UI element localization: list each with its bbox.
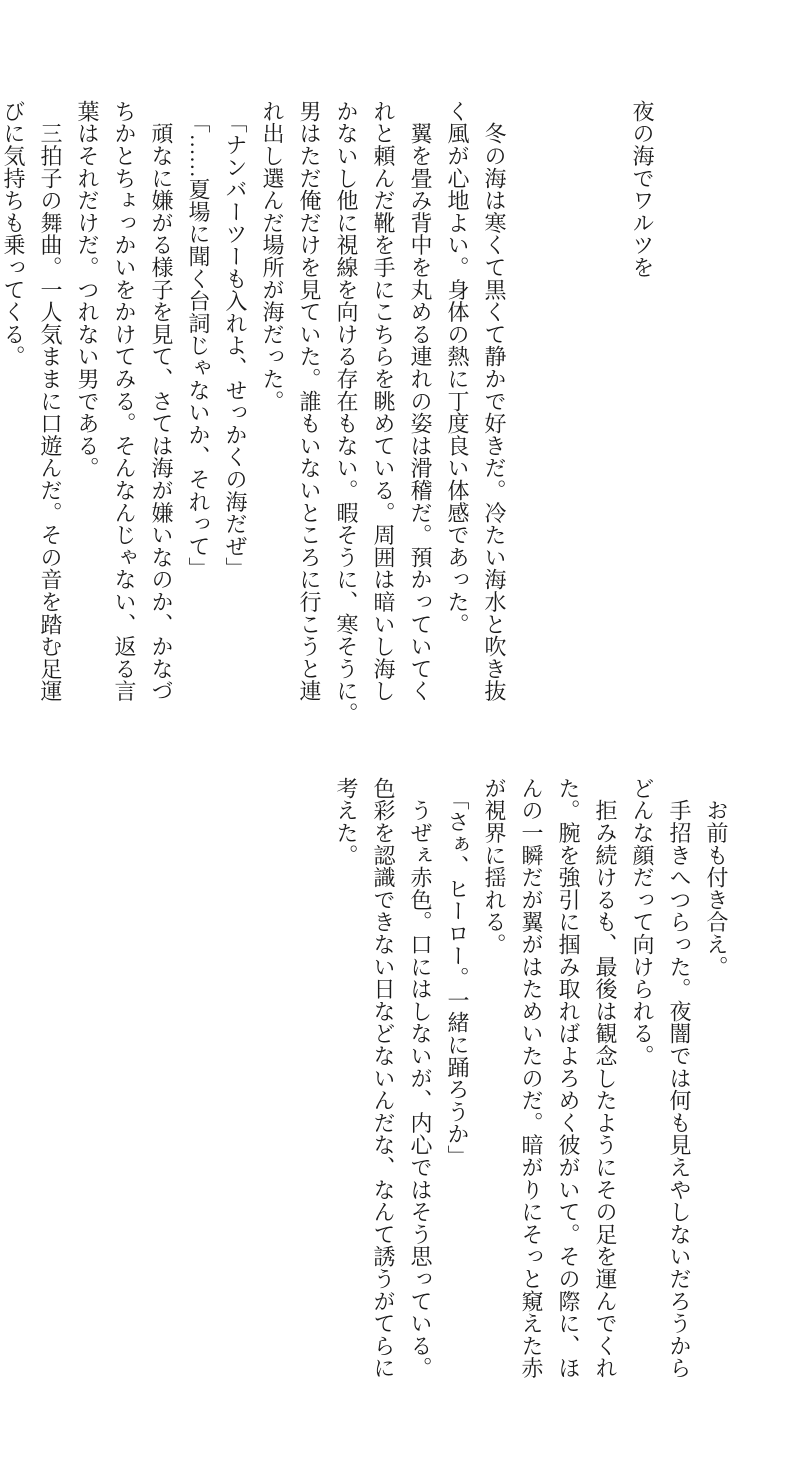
story-line: 男はただ俺だけを見ていた。誰もいないところに行こうと連 xyxy=(297,100,322,703)
story-line: 拒み続けるも、最後は観念したようにその足を運んでくれ xyxy=(593,777,618,1380)
story-line: 手招きへつらった。夜闇では何も見えやしないだろうから xyxy=(667,777,692,1380)
story-line: 「ナンバーツーも入れよ、せっかくの海だぜ」 xyxy=(223,100,248,580)
story-line: 「……夏場に聞く台詞じゃないか、それって」 xyxy=(186,100,211,580)
story-title: 夜の海でワルツを xyxy=(630,100,655,279)
story-line: びに気持ちも乗ってくる。 xyxy=(1,100,26,368)
story-line: 色彩を認識できない日などないんだな、なんて誘うがてらに xyxy=(371,777,396,1380)
story-line: 考えた。 xyxy=(334,777,359,867)
story-line: うぜぇ赤色。口にはしないが、内心ではそう思っている。 xyxy=(408,777,433,1380)
story-line: れと頼んだ靴を手にこちらを眺めている。周囲は暗いし海し xyxy=(371,100,396,703)
story-line: 冬の海は寒くて黒くて静かで好きだ。冷たい海水と吹き抜 xyxy=(482,100,507,703)
story-line: ちかとちょっかいをかけてみる。そんなんじゃない、返る言 xyxy=(112,100,137,703)
story-line: 葉はそれだけだ。つれない男である。 xyxy=(75,100,100,480)
story-block-1 xyxy=(0,100,735,760)
story-line: かないし他に視線を向ける存在もない。暇そうに、寒そうに。 xyxy=(334,100,359,725)
story-line: が視界に揺れる。 xyxy=(482,777,507,956)
story-line: 「さぁ、ヒーロー。一緒に踊ろうか」 xyxy=(445,777,470,1168)
story-line: お前も付き合え。 xyxy=(704,777,729,978)
story-line: れ出し選んだ場所が海だった。 xyxy=(260,100,285,413)
story-line: 翼を畳み背中を丸める連れの姿は滑稽だ。預かっていてく xyxy=(408,100,433,703)
story-line: 三拍子の舞曲。一人気ままに口遊んだ。その音を踏む足運 xyxy=(38,100,63,703)
story-line: 頑なに嫌がる様子を見て、さては海が嫌いなのか、かなづ xyxy=(149,100,174,703)
story-line: どんな顔だって向けられる。 xyxy=(630,777,655,1067)
story-line: く風が心地よい。身体の熱に丁度良い体感であった。 xyxy=(445,100,470,636)
story-line xyxy=(513,100,550,760)
story-line: んの一瞬だが翼がはためいたのだ。暗がりにそっと窺えた赤 xyxy=(519,777,544,1380)
story-line: た。腕を強引に掴み取ればよろめく彼がいて。その際に、ほ xyxy=(556,777,581,1380)
story-block-2 xyxy=(328,777,735,1437)
